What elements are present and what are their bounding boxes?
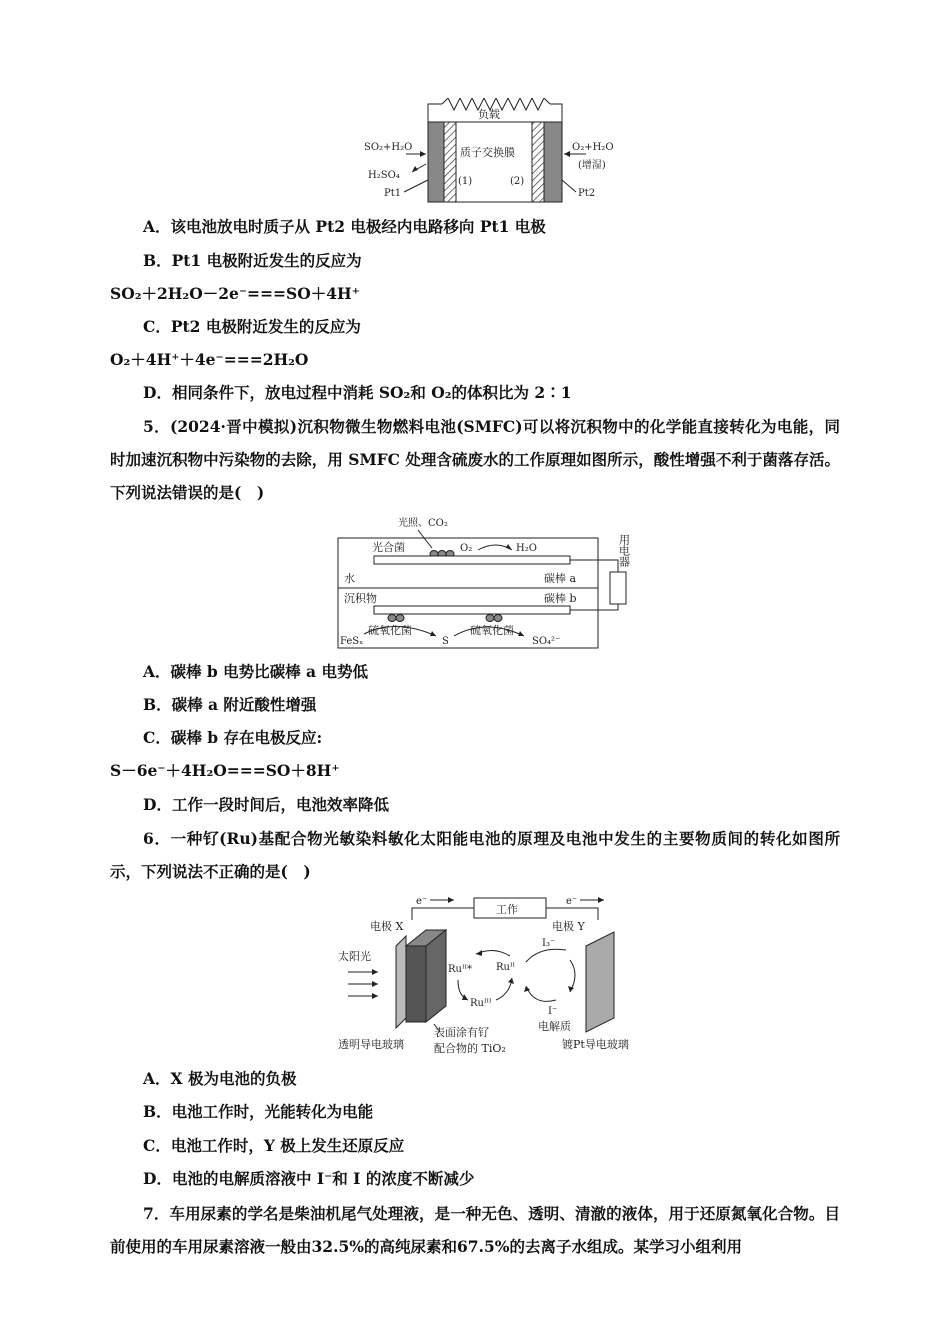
q6-option-d: D．电池的电解质溶液中 I⁻和 I 的浓度不断减少	[143, 1169, 475, 1188]
q5-option-c-equation: S－6e⁻＋4H₂O===SO＋8H⁺	[110, 761, 340, 780]
sediment-label: 沉积物	[344, 592, 377, 605]
load-label: 负载	[478, 108, 500, 121]
q4-option-d: D．相同条件下，放电过程中消耗 SO₂和 O₂的体积比为 2∶1	[143, 383, 572, 402]
device-box	[610, 572, 626, 604]
q4-option-b-equation: SO₂＋2H₂O－2e⁻===SO＋4H⁺	[110, 284, 360, 303]
right-note: (增湿)	[578, 160, 606, 171]
coating-label-2: 配合物的 TiO₂	[434, 1042, 506, 1055]
fes-label: FeSₓ	[340, 636, 364, 647]
device-label: 用电器	[617, 534, 631, 567]
q5-option-a: A．碳棒 b 电势比碳棒 a 电势低	[143, 662, 368, 681]
pt1-label: Pt1	[384, 188, 402, 199]
s-label: S	[442, 636, 449, 647]
right-input: O₂+H₂O	[572, 142, 614, 153]
fuel-cell-diagram	[360, 98, 630, 208]
glass-right-label: 镀Pt导电玻璃	[562, 1038, 629, 1051]
tio2-layer	[406, 946, 426, 1022]
q4-option-b: B．Pt1 电极附近发生的反应为	[143, 251, 362, 270]
q5-stem: 5．(2024·晋中模拟)沉积物微生物燃料电池(SMFC)可以将沉积物中的化学能直接转化为电能，同时加速沉积物中污染物的去除，用 SMFC 处理含硫废水的工作原理如图所示，酸性增强不利于菌落存活。下列说法错误的是( )	[110, 417, 840, 502]
i3-label: I₃⁻	[542, 938, 556, 949]
smfc-diagram	[336, 514, 656, 650]
catalyst-layer-2	[532, 122, 544, 202]
membrane-label: 质子交换膜	[460, 146, 515, 159]
electrolyte-label: 电解质	[538, 1020, 571, 1033]
light-label: 光照、CO₂	[398, 518, 448, 529]
transparent-glass	[396, 936, 406, 1028]
left-input: SO₂+H₂O	[364, 142, 413, 153]
sunlight-label: 太阳光	[338, 950, 371, 963]
ru-excited-label: Ruᴵᴵ*	[448, 964, 472, 975]
water-label: 水	[344, 572, 355, 585]
so4-label: SO₄²⁻	[532, 636, 561, 647]
q6-stem: 6．一种钌(Ru)基配合物光敏染料敏化太阳能电池的原理及电池中发生的主要物质间的转化如图所示，下列说法不正确的是( )	[110, 829, 840, 881]
q4-option-a: A．该电池放电时质子从 Pt2 电极经内电路移向 Pt1 电极	[143, 217, 546, 236]
q4-option-c-equation: O₂＋4H⁺＋4e⁻===2H₂O	[110, 350, 309, 369]
work-label: 工作	[496, 903, 518, 916]
sulfur-bacteria-cell	[388, 615, 396, 622]
electrode-pt2	[544, 122, 562, 202]
mark-1: (1)	[458, 176, 473, 187]
e-left-label: e⁻	[416, 896, 428, 907]
electrode-pt1	[428, 122, 444, 202]
electrode-x-label: 电极 X	[370, 920, 404, 933]
h2o-label: H₂O	[516, 543, 537, 554]
carbon-rod-a	[374, 556, 570, 564]
pt2-label: Pt2	[578, 188, 596, 199]
ru2-label: Ruᴵᴵ	[496, 962, 515, 973]
electrode-y-label: 电极 Y	[552, 920, 585, 933]
rod-b-label: 碳棒 b	[544, 592, 577, 605]
left-output: H₂SO₄	[368, 170, 400, 181]
q5-option-c: C．碳棒 b 存在电极反应:	[143, 728, 323, 747]
photo-bacteria-label: 光合菌	[372, 541, 405, 554]
carbon-rod-b	[374, 606, 570, 614]
circuit-wire	[428, 104, 442, 122]
q5-option-b: B．碳棒 a 附近酸性增强	[143, 695, 317, 714]
q7-stem: 7．车用尿素的学名是柴油机尾气处理液，是一种无色、透明、清澈的液体，用于还原氮氧化合物。目前使用的车用尿素溶液一般由32.5%的高纯尿素和67.5%的去离子水组成。某学习小组利用	[110, 1204, 840, 1256]
sulfur-bacteria-label-2: 硫氧化菌	[470, 624, 514, 637]
ru3-label: Ruᴵᴵᴵ	[470, 998, 492, 1009]
catalyst-layer-1	[444, 122, 456, 202]
rod-a-label: 碳棒 a	[544, 572, 577, 585]
q6-option-c: C．电池工作时，Y 极上发生还原反应	[143, 1136, 405, 1155]
o2-label: O₂	[460, 543, 473, 554]
mark-2: (2)	[510, 176, 525, 187]
solar-cell-diagram	[330, 890, 660, 1066]
glass-left-label: 透明导电玻璃	[338, 1038, 404, 1051]
e-right-label: e⁻	[566, 896, 578, 907]
sulfur-bacteria-label-1: 硫氧化菌	[368, 624, 412, 637]
q6-option-b: B．电池工作时，光能转化为电能	[143, 1102, 374, 1121]
q6-option-a: A．X 极为电池的负极	[143, 1069, 297, 1088]
pt-glass	[586, 932, 614, 1032]
q4-option-c: C．Pt2 电极附近发生的反应为	[143, 317, 361, 336]
iminus-label: I⁻	[548, 1006, 558, 1017]
q5-option-d: D．工作一段时间后，电池效率降低	[143, 795, 389, 814]
coating-label-1: 表面涂有钌	[434, 1026, 489, 1039]
